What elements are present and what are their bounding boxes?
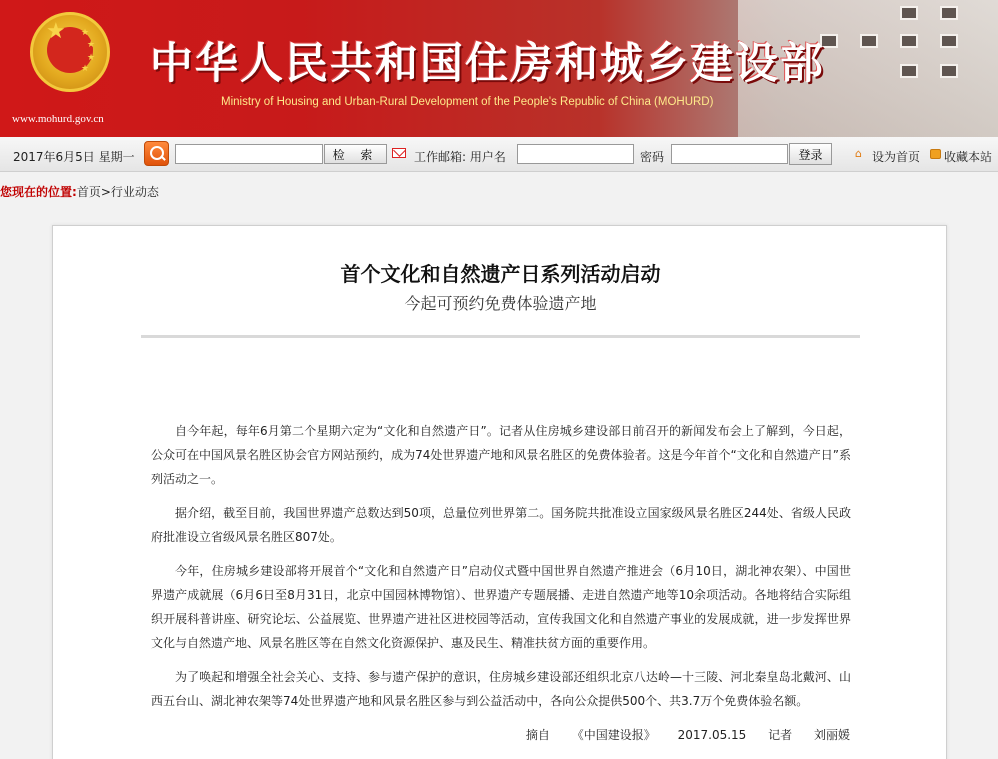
article-panel xyxy=(52,225,947,759)
banner-window xyxy=(940,34,958,48)
site-banner xyxy=(0,0,998,137)
breadcrumb-label: 您现在的位置: xyxy=(0,185,77,199)
login-button[interactable]: 登录 xyxy=(789,143,832,165)
source-from: 摘自 xyxy=(525,728,550,742)
banner-window xyxy=(940,6,958,20)
article-paragraph: 据介绍，截至目前，我国世界遗产总数达到50项，总量位列世界第二。国务院共批准设立国家级风景名胜区244处、省级人民政府批准设立省级风景名胜区807处。 xyxy=(151,506,851,544)
article-source xyxy=(512,726,850,743)
ministry-title-en: Ministry of Housing and Urban-Rural Development of the People's Republic of China (MOHURD) xyxy=(221,96,714,108)
article-body xyxy=(151,419,851,723)
current-date: 2017年6月5日 星期一 xyxy=(13,150,135,164)
toolbar xyxy=(0,137,998,172)
bookmark-icon[interactable] xyxy=(930,149,941,159)
article-paragraph: 自今年起，每年6月第二个星期六定为“文化和自然遗产日”。记者从住房城乡建设部日前召开的新闻发布会上了解到，今日起，公众可在中国风景名胜区协会官方网站预约，成为74处世界遗产地和风景名胜区的免费体验者。这是今年首个“文化和自然遗产日”系列活动之一。 xyxy=(151,424,851,486)
bookmark-link[interactable]: 收藏本站 xyxy=(944,150,993,164)
article-paragraph: 为了唤起和增强全社会关心、支持、参与遗产保护的意识，住房城乡建设部还组织北京八达岭—十三陵、河北秦皇岛北戴河、山西五台山、湖北神农架等74处世界遗产地和风景名胜区参与到公益活动中，各向公众提供500个、共3.7万个免费体验名额。 xyxy=(151,670,851,708)
username-input[interactable] xyxy=(517,144,634,164)
password-label: 密码 xyxy=(640,150,665,164)
home-icon[interactable]: ⌂ xyxy=(855,147,862,160)
source-date: 2017.05.15 xyxy=(677,728,747,742)
mail-icon xyxy=(392,148,406,158)
reporter-name: 刘丽媛 xyxy=(813,728,850,742)
article-subtitle: 今起可预约免费体验遗产地 xyxy=(404,294,597,313)
banner-window xyxy=(900,64,918,78)
article-paragraph: 今年，住房城乡建设部将开展首个“文化和自然遗产日”启动仪式暨中国世界自然遗产推进会（6月10日，湖北神农架）、中国世界遗产成就展（6月6日至8月31日，北京中国园林博物馆）、世界遗产专题展播、走进自然遗产地等10余项活动。各地将结合实际组织开展科普讲座、研究论坛、公益展览、世界遗产进社区进校园等活动，宣传我国文化和自然遗产事业的发展成就，进一步发挥世界文化与自然遗产地、风景名胜区等在自然文化资源保护、惠及民生、精准扶贫方面的重要作用。 xyxy=(151,564,851,650)
title-divider xyxy=(141,335,860,338)
banner-window xyxy=(940,64,958,78)
site-url: www.mohurd.gov.cn xyxy=(12,113,104,125)
banner-window xyxy=(860,34,878,48)
reporter-label: 记者 xyxy=(768,728,793,742)
mail-username-label: 工作邮箱: 用户名 xyxy=(414,150,506,164)
banner-window xyxy=(900,34,918,48)
search-button[interactable]: 检 索 xyxy=(324,144,387,164)
search-icon[interactable] xyxy=(144,141,169,166)
ministry-title-cn: 中华人民共和国住房和城乡建设部 xyxy=(150,39,825,89)
source-name: 《中国建设报》 xyxy=(571,728,656,742)
set-home-link[interactable]: 设为首页 xyxy=(872,150,921,164)
national-emblem-icon: ★ ★ ★ ★ ★ xyxy=(30,12,110,92)
banner-window xyxy=(900,6,918,20)
search-input[interactable] xyxy=(175,144,323,164)
article-title: 首个文化和自然遗产日系列活动启动 xyxy=(340,262,661,286)
password-input[interactable] xyxy=(671,144,788,164)
breadcrumb xyxy=(0,183,159,200)
breadcrumb-path[interactable]: 首页>行业动态 xyxy=(76,185,159,199)
